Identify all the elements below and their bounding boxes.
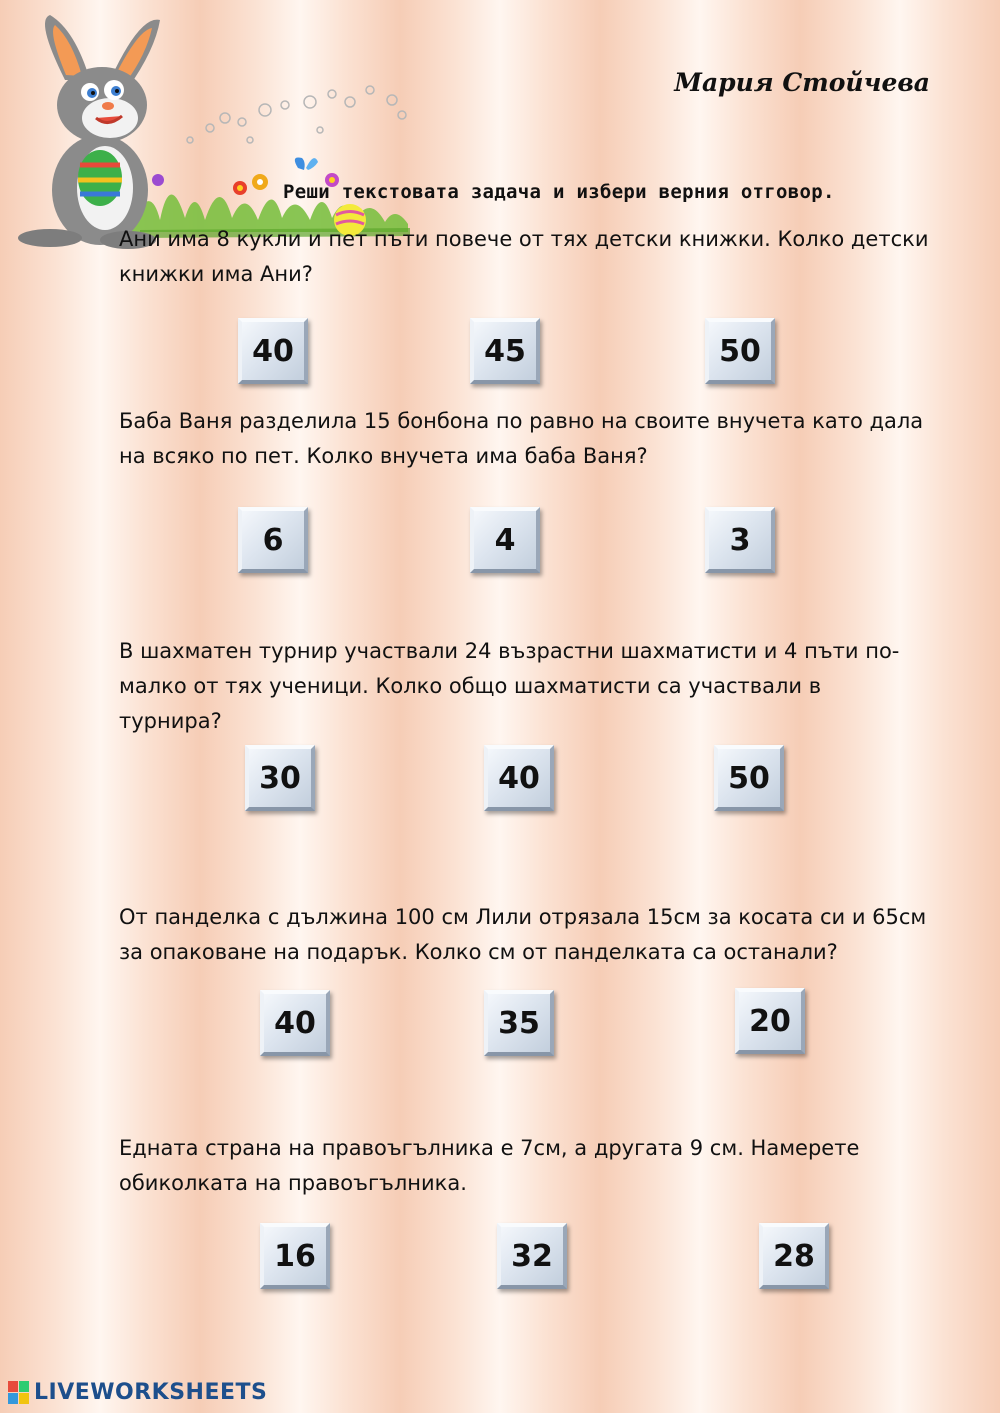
question-text: В шахматен турнир участвали 24 възрастни шахматисти и 4 пъти по-малко от тях ученици. Колко общо шахматисти са участвали в турнира? [119,639,900,733]
instruction-heading: Реши текстовата задача и избери верния отговор. [283,181,835,203]
answer-option[interactable]: 16 [260,1223,330,1289]
answer-option[interactable]: 40 [484,745,554,811]
answer-option[interactable]: 3 [705,507,775,573]
question-text: Баба Ваня разделила 15 бонбона по равно на своите внучета като дала на всяко по пет. Колко внучета има баба Ваня? [119,409,924,468]
answer-option[interactable]: 50 [705,318,775,384]
liveworksheets-logo-icon [8,1381,30,1405]
logo-text: LIVEWORKSHEETS [34,1380,268,1405]
answer-option[interactable]: 40 [260,990,330,1056]
answer-option[interactable]: 45 [470,318,540,384]
answer-option[interactable]: 30 [245,745,315,811]
author-name: Мария Стойчева [674,68,930,97]
answer-option[interactable]: 4 [470,507,540,573]
question-text: Едната страна на правоъгълника е 7см, а другата 9 см. Намерете обиколката на правоъгълника. [119,1136,860,1195]
answer-option[interactable]: 6 [238,507,308,573]
answer-option[interactable]: 50 [714,745,784,811]
liveworksheets-logo [8,1380,267,1405]
answer-option[interactable]: 40 [238,318,308,384]
answer-option[interactable]: 28 [759,1223,829,1289]
question-text: Ани има 8 кукли и пет пъти повече от тях детски книжки. Колко детски книжки има Ани? [119,227,929,286]
answer-option[interactable]: 20 [735,988,805,1054]
answer-option[interactable]: 35 [484,990,554,1056]
answer-option[interactable]: 32 [497,1223,567,1289]
question-text: От панделка с дължина 100 см Лили отрязала 15см за косата си и 65см за опаковане на подарък. Колко см от панделката са останали? [119,905,927,964]
